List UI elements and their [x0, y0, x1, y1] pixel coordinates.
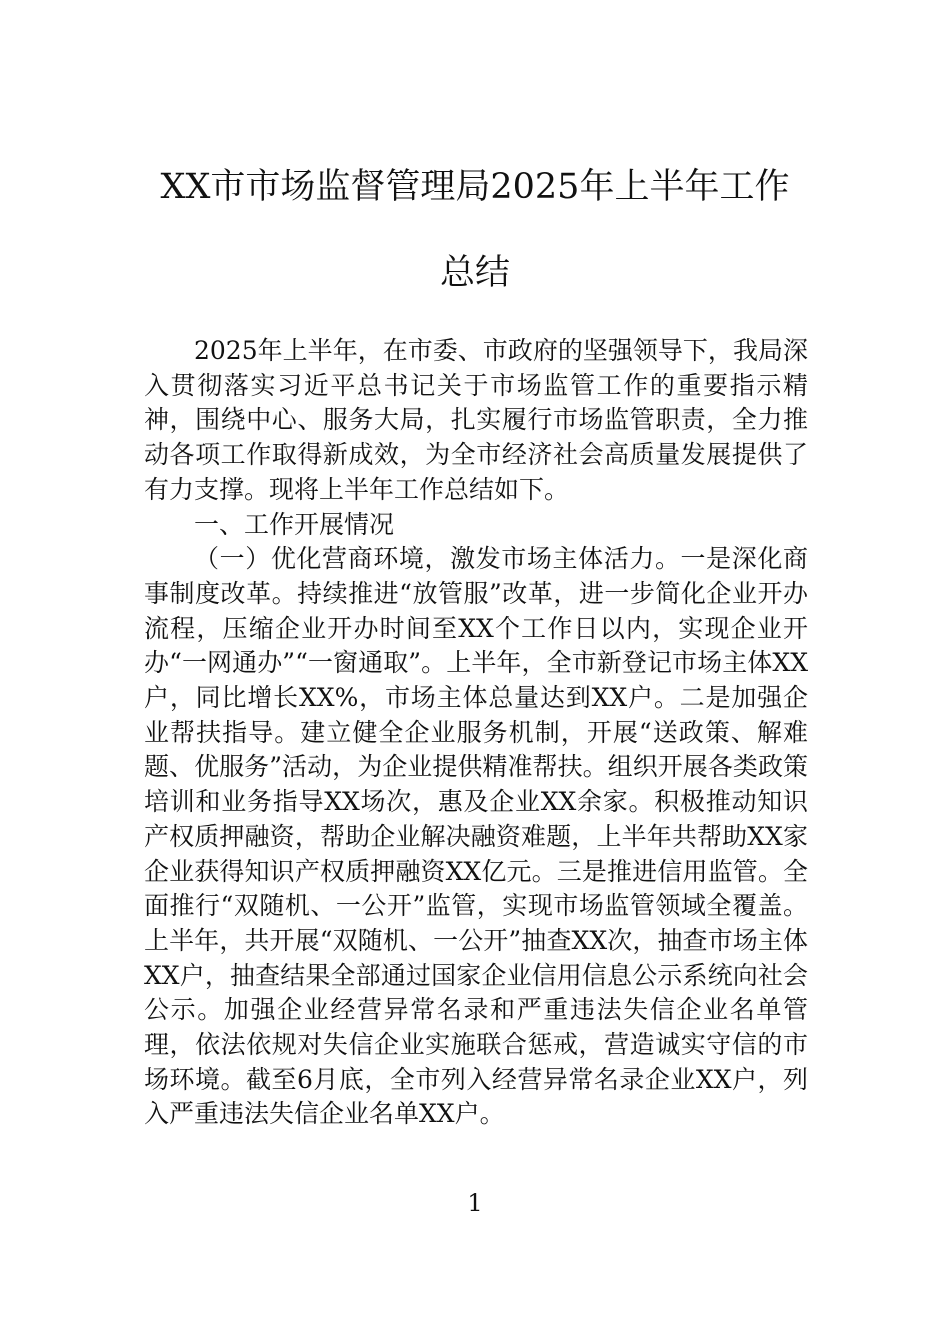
document-body — [144, 334, 808, 1132]
intro-paragraph: 2025年上半年，在市委、市政府的坚强领导下，我局深入贯彻落实习近平总书记关于市场监管工作的重要指示精神，围绕中心、服务大局，扎实履行市场监管职责，全力推动各项工作取得新成效，为全市经济社会高质量发展提供了有力支撑。现将上半年工作总结如下。 — [144, 336, 808, 504]
section-heading: 一、工作开展情况 — [194, 509, 395, 539]
page-number: 1 — [467, 1189, 483, 1217]
title-line-2: 总结 — [439, 253, 510, 293]
title-line-1: XX市市场监督管理局2025年上半年工作 — [160, 167, 790, 207]
section-paragraph: （一）优化营商环境，激发市场主体活力。一是深化商事制度改革。持续推进“放管服”改革，进一步简化企业开办流程，压缩企业开办时间至XX个工作日以内，实现企业开办“一网通办”“一窗通取”。上半年，全市新登记市场主体XX户，同比增长XX%，市场主体总量达到XX户。二是加强企业帮扶指导。建立健全企业服务机制，开展“送政策、解难题、优服务”活动，为企业提供精准帮扶。组织开展各类政策培训和业务指导XX场次，惠及企业XX余家。积极推动知识产权质押融资，帮助企业解决融资难题，上半年共帮助XX家企业获得知识产权质押融资XX亿元。三是推进信用监管。全面推行“双随机、一公开”监管，实现市场监管领域全覆盖。上半年，共开展“双随机、一公开”抽查XX次，抽查市场主体XX户，抽查结果全部通过国家企业信用信息公示系统向社会公示。加强企业经营异常名录和严重违法失信企业名单管理，依法依规对失信企业实施联合惩戒，营造诚实守信的市场环境。截至6月底，全市列入经营异常名录企业XX户，列入严重违法失信企业名单XX户。 — [144, 544, 808, 1129]
document-title — [130, 166, 820, 295]
